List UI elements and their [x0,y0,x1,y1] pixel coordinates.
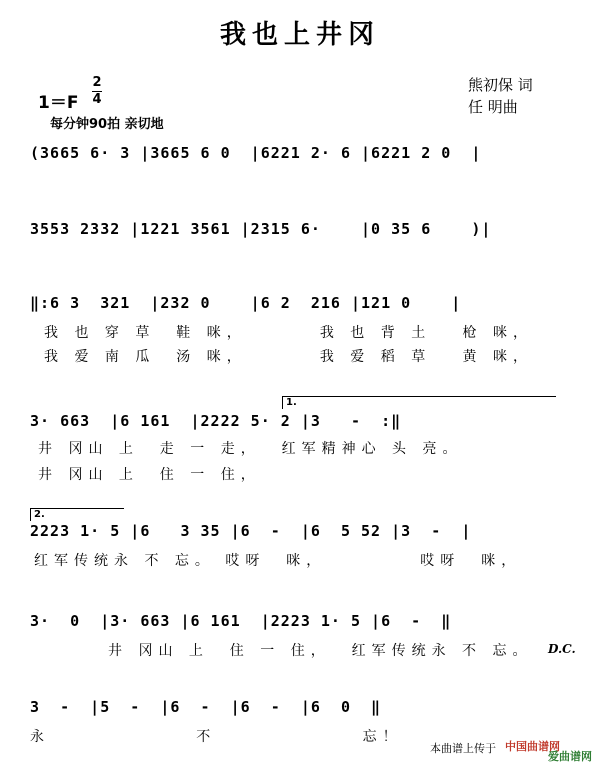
time-signature [92,76,102,107]
volta-1: 1. [282,396,556,409]
notation-row-2: 3553 2332 |1221 3561 |2315 6· |0 35 6 )| [30,220,492,238]
site-logo[interactable]: 中国曲谱网 [505,740,560,753]
time-top: 2 [92,75,102,90]
notation-row-7: 3 - |5 - |6 - |6 - |6 0 ‖ [30,698,382,716]
notation-row-4: 3· 663 |6 161 |2222 5· 2 |3 - :‖ [30,412,402,430]
lyric-row-3-verse-2: 我 爱 南 瓜 汤 咪， 我 爱 稻 草 黄 咪， [44,349,534,365]
tempo-marking: 每分钟90拍 亲切地 [50,117,164,132]
site-logo-secondary[interactable]: 爱曲谱网 [548,750,592,763]
notation-row-1: (3665 6· 3 |3665 6 0 |6221 2· 6 |6221 2 0 | [30,144,482,162]
time-bottom: 4 [92,92,102,107]
da-capo-mark: D.C. [548,642,576,656]
lyric-row-4-verse-2: 井 冈山 上 住 一 住， [38,467,261,483]
song-title: 我也上井冈 [219,20,380,50]
notation-row-3: ‖:6 3 321 |232 0 |6 2 216 |121 0 | [30,294,462,312]
lyricist-credit: 熊初保 词 [468,76,533,94]
lyric-row-7: 永 不 忘！ [30,729,403,745]
notation-row-5: 2223 1· 5 |6 3 35 |6 - |6 5 52 |3 - | [30,522,472,540]
volta-2: 2. [30,508,124,521]
composer-credit: 任 明曲 [468,98,518,116]
lyric-row-5: 红军传统永 不 忘。 哎呀 咪， 哎呀 咪， [34,553,522,569]
lyric-row-6: 井 冈山 上 住 一 住， 红军传统永 不 忘。 [108,643,533,659]
lyric-row-4-verse-1: 井 冈山 上 走 一 走， 红军精神心 头 亮。 [38,441,463,457]
upload-note: 本曲谱上传于 [430,742,496,755]
key-signature: 1＝F [38,93,79,113]
notation-row-6: 3· 0 |3· 663 |6 161 |2223 1· 5 |6 - ‖ [30,612,452,630]
lyric-row-3-verse-1: 我 也 穿 草 鞋 咪， 我 也 背 土 枪 咪， [44,325,534,341]
